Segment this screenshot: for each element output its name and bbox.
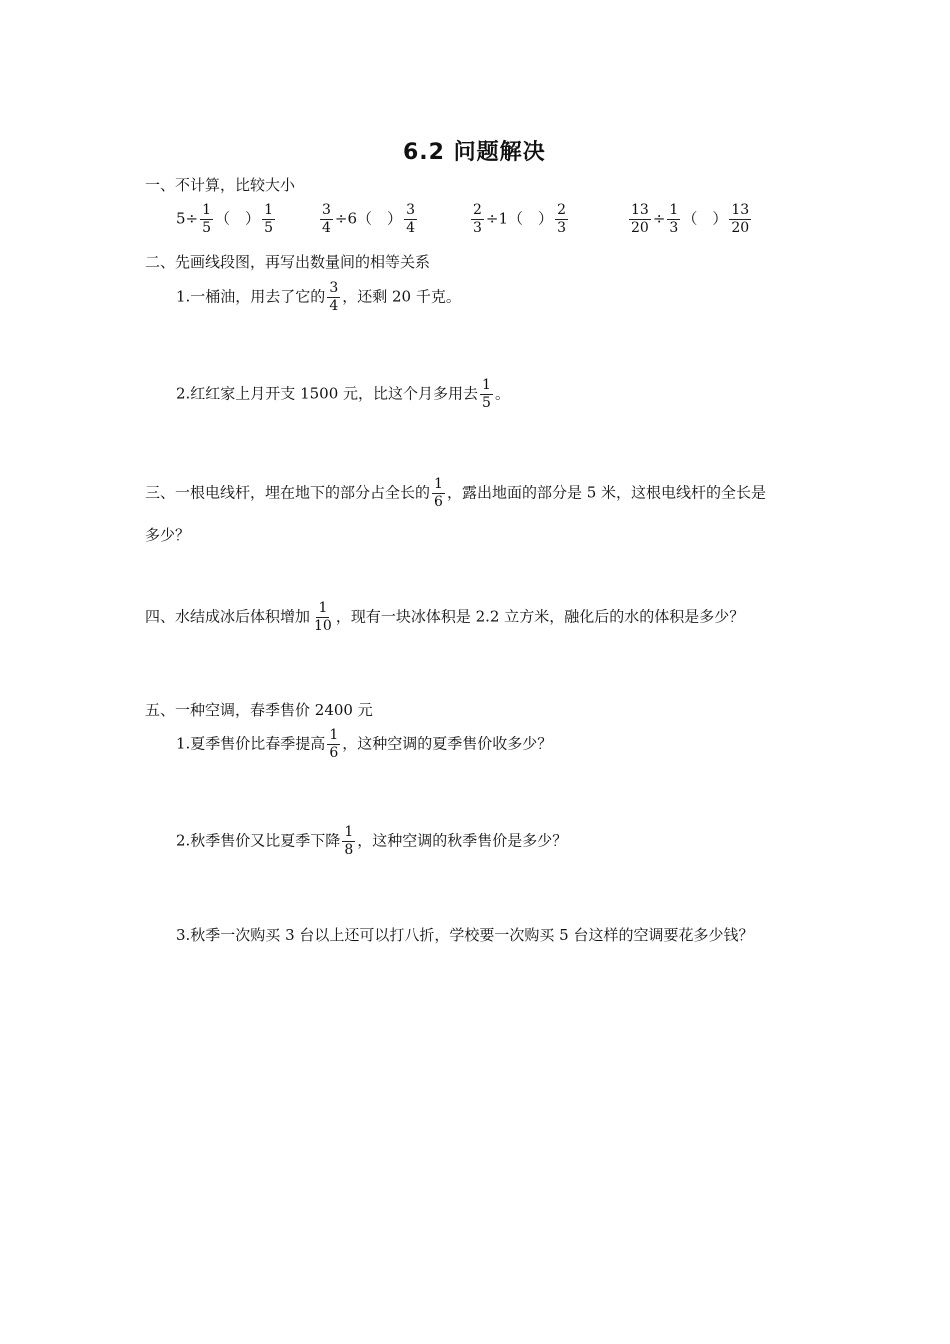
fraction: $\frac{13}{20}$	[631, 202, 649, 236]
problem-text: ，现有一块冰体积是 2.2 立方米，融化后的水的体积是多少？	[335, 607, 745, 626]
fraction: $\frac{2}{3}$	[557, 202, 566, 236]
problem-2-1	[176, 280, 461, 315]
compare-item-4	[627, 202, 753, 237]
fraction: $\frac{2}{3}$	[473, 202, 482, 236]
answer-parens[interactable]: （ ）	[682, 209, 728, 228]
problem-text: ，这种空调的夏季售价收多少？	[342, 734, 553, 753]
problem-text: 三、一根电线杆，埋在地下的部分占全长的	[145, 483, 431, 502]
fraction: $\frac{1}{5}$	[482, 377, 491, 411]
fraction: $\frac{1}{6}$	[329, 727, 339, 761]
problem-2-2	[176, 377, 510, 412]
compare-item-3	[469, 202, 570, 237]
expr-text: ÷6	[334, 209, 358, 228]
problem-5-3: 3.秋季一次购买 3 台以上还可以打八折，学校要一次购买 5 台这样的空调要花多少钱？	[176, 926, 754, 944]
problem-5-1	[176, 727, 552, 762]
compare-item-1	[176, 202, 277, 237]
fraction: $\frac{3}{4}$	[329, 280, 339, 314]
problem-text: ，这种空调的秋季售价是多少？	[357, 831, 568, 850]
problem-text: ，还剩 20 千克。	[342, 287, 461, 306]
fraction: $\frac{1}{10}$	[314, 600, 332, 634]
section-3-problem	[145, 476, 766, 511]
expr-text: ÷	[652, 209, 666, 228]
answer-parens[interactable]: （ ）	[357, 209, 403, 228]
page-title: 6.2 问题解决	[403, 140, 546, 165]
problem-text: 2.秋季售价又比夏季下降	[176, 831, 341, 850]
fraction: $\frac{13}{20}$	[731, 202, 750, 236]
fraction: $\frac{1}{5}$	[264, 202, 273, 236]
problem-text: 四、水结成冰后体积增加	[145, 607, 311, 626]
problem-text: 2.红红家上月开支 1500 元，比这个月多用去	[176, 384, 479, 403]
expr-text: 5÷	[176, 209, 199, 228]
compare-item-2	[318, 202, 419, 237]
fraction: $\frac{1}{6}$	[434, 476, 443, 510]
problem-text: 。	[494, 384, 510, 403]
fraction: $\frac{3}{4}$	[406, 202, 415, 236]
section-4-problem	[145, 600, 744, 635]
problem-5-2	[176, 824, 567, 859]
section-5-heading: 五、一种空调，春季售价 2400 元	[145, 701, 373, 719]
answer-parens[interactable]: （ ）	[215, 209, 261, 228]
answer-parens[interactable]: （ ）	[508, 209, 554, 228]
fraction: $\frac{1}{8}$	[344, 824, 354, 858]
section-2-heading: 二、先画线段图，再写出数量间的相等关系	[145, 253, 431, 271]
fraction: $\frac{1}{5}$	[202, 202, 212, 236]
problem-text: ，露出地面的部分是 5 米，这根电线杆的全长是	[446, 483, 767, 502]
problem-text: 1.夏季售价比春季提高	[176, 734, 326, 753]
problem-text: 1.一桶油，用去了它的	[176, 287, 326, 306]
fraction: $\frac{1}{3}$	[669, 202, 679, 236]
section-3-line2: 多少？	[145, 526, 191, 544]
fraction: $\frac{3}{4}$	[322, 202, 331, 236]
expr-text: ÷1	[485, 209, 509, 228]
section-1-heading: 一、不计算，比较大小	[145, 176, 296, 194]
